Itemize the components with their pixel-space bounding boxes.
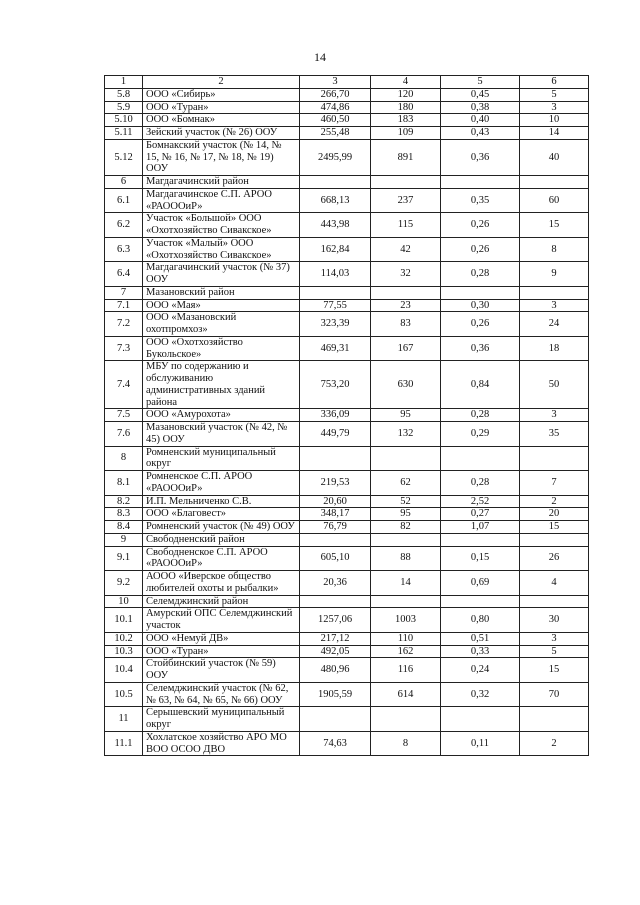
table-cell — [520, 533, 589, 546]
table-cell: 753,20 — [300, 361, 371, 409]
table-cell: 0,80 — [441, 608, 520, 633]
table-cell: Свободненское С.П. АРОО «РАОООиР» — [143, 546, 300, 571]
table-cell: 114,03 — [300, 262, 371, 287]
table-cell: 82 — [371, 521, 441, 534]
table-cell: 336,09 — [300, 409, 371, 422]
table-cell: 237 — [371, 188, 441, 213]
table-cell: Амурский ОПС Селемджинский участок — [143, 608, 300, 633]
table-cell: 449,79 — [300, 422, 371, 447]
table-cell: 219,53 — [300, 471, 371, 496]
table-cell: 2,52 — [441, 495, 520, 508]
table-cell: 120 — [371, 88, 441, 101]
table-row — [105, 707, 589, 732]
table-cell: 7 — [105, 286, 143, 299]
table-cell: 0,33 — [441, 645, 520, 658]
table-cell: 1003 — [371, 608, 441, 633]
table-cell: 15 — [520, 658, 589, 683]
table-cell: 1257,06 — [300, 608, 371, 633]
table-cell: 5 — [520, 645, 589, 658]
table-cell: 180 — [371, 101, 441, 114]
table-cell: Стойбинский участок (№ 59) ООУ — [143, 658, 300, 683]
table-cell: И.П. Мельниченко С.В. — [143, 495, 300, 508]
table-cell: 3 — [520, 409, 589, 422]
table-cell: 3 — [520, 299, 589, 312]
table-row — [105, 299, 589, 312]
table-cell: 0,11 — [441, 731, 520, 756]
table-cell: 15 — [520, 213, 589, 238]
table-cell — [300, 446, 371, 471]
table-cell: 8.3 — [105, 508, 143, 521]
table-cell: 668,13 — [300, 188, 371, 213]
table-cell: МБУ по содержанию и обслуживанию административных зданий района — [143, 361, 300, 409]
table-cell: 0,28 — [441, 262, 520, 287]
table-cell — [520, 595, 589, 608]
header-cell: 1 — [105, 76, 143, 89]
table-cell: ООО «Бомнак» — [143, 114, 300, 127]
table-cell: 0,29 — [441, 422, 520, 447]
table-cell: 0,30 — [441, 299, 520, 312]
table-cell: Свободненский район — [143, 533, 300, 546]
table-row — [105, 645, 589, 658]
table-cell: 0,69 — [441, 571, 520, 596]
table-cell: 110 — [371, 632, 441, 645]
table-cell — [300, 176, 371, 189]
table-row — [105, 188, 589, 213]
table-row — [105, 101, 589, 114]
table-cell: 74,63 — [300, 731, 371, 756]
table-cell: 8.4 — [105, 521, 143, 534]
table-cell: Ромненский участок (№ 49) ООУ — [143, 521, 300, 534]
table-cell: 1905,59 — [300, 682, 371, 707]
table-cell — [441, 707, 520, 732]
table-cell: 9.2 — [105, 571, 143, 596]
table-cell: 32 — [371, 262, 441, 287]
table-cell: 6.3 — [105, 237, 143, 262]
table-cell: 2 — [520, 731, 589, 756]
table-cell: 7.4 — [105, 361, 143, 409]
table-cell: 2495,99 — [300, 139, 371, 175]
table-cell — [520, 286, 589, 299]
table-cell: 891 — [371, 139, 441, 175]
table-cell: 15 — [520, 521, 589, 534]
table-cell: 30 — [520, 608, 589, 633]
table-row — [105, 139, 589, 175]
table-row — [105, 409, 589, 422]
table-cell: 0,28 — [441, 409, 520, 422]
table-cell: 7 — [520, 471, 589, 496]
table-row — [105, 731, 589, 756]
header-cell: 2 — [143, 76, 300, 89]
table-cell: 217,12 — [300, 632, 371, 645]
header-cell: 4 — [371, 76, 441, 89]
table-cell: 62 — [371, 471, 441, 496]
table-cell: 24 — [520, 312, 589, 337]
table-cell: Магдагачинский район — [143, 176, 300, 189]
table-cell: Участок «Малый» ООО «Охотхозяйство Сивакское» — [143, 237, 300, 262]
table-body — [105, 76, 589, 756]
table-cell — [441, 533, 520, 546]
table-cell: 162 — [371, 645, 441, 658]
table-cell — [300, 533, 371, 546]
table-row — [105, 658, 589, 683]
table-cell: ООО «Амурохота» — [143, 409, 300, 422]
table-cell: 0,15 — [441, 546, 520, 571]
table-cell: Мазановский район — [143, 286, 300, 299]
table-cell: 42 — [371, 237, 441, 262]
table-row — [105, 632, 589, 645]
table-cell: 20,36 — [300, 571, 371, 596]
table-cell: 9 — [520, 262, 589, 287]
table-row — [105, 286, 589, 299]
table-row — [105, 361, 589, 409]
table-cell: 10.1 — [105, 608, 143, 633]
table-cell: 605,10 — [300, 546, 371, 571]
table-cell: Зейский участок (№ 26) ООУ — [143, 127, 300, 140]
table-cell: 7.2 — [105, 312, 143, 337]
table-cell: 18 — [520, 336, 589, 361]
table-cell: 35 — [520, 422, 589, 447]
table-cell: 95 — [371, 409, 441, 422]
table-cell: 5.8 — [105, 88, 143, 101]
table-row — [105, 446, 589, 471]
table-row — [105, 471, 589, 496]
table-cell: 5 — [520, 88, 589, 101]
table-cell: 70 — [520, 682, 589, 707]
table-cell: 3 — [520, 632, 589, 645]
table-row — [105, 571, 589, 596]
table-cell: 469,31 — [300, 336, 371, 361]
table-cell: 109 — [371, 127, 441, 140]
table-row — [105, 422, 589, 447]
table-cell: 7.1 — [105, 299, 143, 312]
table-row — [105, 336, 589, 361]
table-cell: 10.4 — [105, 658, 143, 683]
table-cell: 83 — [371, 312, 441, 337]
table-header-row — [105, 76, 589, 89]
table-row — [105, 114, 589, 127]
table-cell — [300, 707, 371, 732]
table-cell: 95 — [371, 508, 441, 521]
table-cell: 8.1 — [105, 471, 143, 496]
table-cell — [441, 446, 520, 471]
table-cell: ООО «Мая» — [143, 299, 300, 312]
table-cell: 460,50 — [300, 114, 371, 127]
table-cell: 50 — [520, 361, 589, 409]
table-cell — [441, 286, 520, 299]
table-cell: 8 — [371, 731, 441, 756]
table-cell: 14 — [371, 571, 441, 596]
table-cell: 23 — [371, 299, 441, 312]
table-cell: 5.10 — [105, 114, 143, 127]
table-cell: 0,26 — [441, 237, 520, 262]
table-row — [105, 608, 589, 633]
table-cell: ООО «Охотхозяйство Букольское» — [143, 336, 300, 361]
table-row — [105, 508, 589, 521]
table-cell: 0,36 — [441, 336, 520, 361]
table-cell: 132 — [371, 422, 441, 447]
table-cell: 10.2 — [105, 632, 143, 645]
table-cell: 6 — [105, 176, 143, 189]
table-cell: 40 — [520, 139, 589, 175]
table-cell: 255,48 — [300, 127, 371, 140]
table-cell: 0,26 — [441, 213, 520, 238]
table-cell: 348,17 — [300, 508, 371, 521]
table-cell: Хохлатское хозяйство АРО МО ВОО ОСОО ДВО — [143, 731, 300, 756]
table-cell — [371, 533, 441, 546]
table-cell: Ромненский муниципальный округ — [143, 446, 300, 471]
table-cell: 9 — [105, 533, 143, 546]
table-cell — [371, 595, 441, 608]
table-cell: 0,84 — [441, 361, 520, 409]
table-cell: 492,05 — [300, 645, 371, 658]
table-cell: 614 — [371, 682, 441, 707]
table-cell: 7.5 — [105, 409, 143, 422]
table-cell: 0,35 — [441, 188, 520, 213]
table-cell: 5.9 — [105, 101, 143, 114]
table-cell: 1,07 — [441, 521, 520, 534]
table-cell: 474,86 — [300, 101, 371, 114]
table-row — [105, 312, 589, 337]
table-cell — [520, 446, 589, 471]
table-cell: ООО «Мазановский охотпромхоз» — [143, 312, 300, 337]
table-cell — [300, 286, 371, 299]
table-cell: 8 — [520, 237, 589, 262]
table-cell: Бомнакский участок (№ 14, № 15, № 16, № 17, № 18, № 19) ООУ — [143, 139, 300, 175]
table-cell: Магдагачинский участок (№ 37) ООУ — [143, 262, 300, 287]
header-cell: 3 — [300, 76, 371, 89]
table-cell: 10.5 — [105, 682, 143, 707]
table-cell: 5.12 — [105, 139, 143, 175]
table-cell: 116 — [371, 658, 441, 683]
table-row — [105, 176, 589, 189]
table-cell: 323,39 — [300, 312, 371, 337]
table-cell: 11 — [105, 707, 143, 732]
table-cell: 266,70 — [300, 88, 371, 101]
table-cell: 14 — [520, 127, 589, 140]
table-cell — [520, 176, 589, 189]
table-cell: 26 — [520, 546, 589, 571]
table-cell: 7.3 — [105, 336, 143, 361]
table-cell: 8 — [105, 446, 143, 471]
table-cell: 76,79 — [300, 521, 371, 534]
table-row — [105, 533, 589, 546]
table-cell: 162,84 — [300, 237, 371, 262]
table-row — [105, 546, 589, 571]
table-cell: Мазановский участок (№ 42, № 45) ООУ — [143, 422, 300, 447]
table-cell: 10 — [520, 114, 589, 127]
table-cell: 0,26 — [441, 312, 520, 337]
table-cell: ООО «Туран» — [143, 101, 300, 114]
table-cell: 3 — [520, 101, 589, 114]
table-cell: 88 — [371, 546, 441, 571]
table-cell: 8.2 — [105, 495, 143, 508]
table-row — [105, 262, 589, 287]
table-row — [105, 88, 589, 101]
table-cell: Ромненское С.П. АРОО «РАОООиР» — [143, 471, 300, 496]
table-cell: 0,36 — [441, 139, 520, 175]
table-cell — [441, 595, 520, 608]
table-cell: 20 — [520, 508, 589, 521]
table-cell: 630 — [371, 361, 441, 409]
table-row — [105, 495, 589, 508]
table-cell: ООО «Немуй ДВ» — [143, 632, 300, 645]
table-cell: 6.4 — [105, 262, 143, 287]
table-cell — [371, 286, 441, 299]
table-cell: ООО «Сибирь» — [143, 88, 300, 101]
table-cell: Селемджинский участок (№ 62, № 63, № 64, № 65, № 66) ООУ — [143, 682, 300, 707]
table-cell: 0,38 — [441, 101, 520, 114]
table-row — [105, 237, 589, 262]
table-cell: 52 — [371, 495, 441, 508]
header-cell: 5 — [441, 76, 520, 89]
table-cell: 167 — [371, 336, 441, 361]
table-cell: 9.1 — [105, 546, 143, 571]
table-cell: Магдагачинское С.П. АРОО «РАОООиР» — [143, 188, 300, 213]
table-cell — [371, 707, 441, 732]
table-cell — [371, 446, 441, 471]
table-cell: 443,98 — [300, 213, 371, 238]
table-cell: 183 — [371, 114, 441, 127]
data-table — [104, 75, 589, 756]
table-cell: 4 — [520, 571, 589, 596]
header-cell: 6 — [520, 76, 589, 89]
table-cell: 2 — [520, 495, 589, 508]
table-cell: 0,40 — [441, 114, 520, 127]
table-cell — [300, 595, 371, 608]
table-cell: Участок «Большой» ООО «Охотхозяйство Сивакское» — [143, 213, 300, 238]
table-row — [105, 213, 589, 238]
table-cell: 0,51 — [441, 632, 520, 645]
table-cell: 10.3 — [105, 645, 143, 658]
table-cell: 6.2 — [105, 213, 143, 238]
table-cell: 20,60 — [300, 495, 371, 508]
table-row — [105, 127, 589, 140]
table-cell: АООО «Иверское общество любителей охоты и рыбалки» — [143, 571, 300, 596]
table-cell — [441, 176, 520, 189]
table-cell: 11.1 — [105, 731, 143, 756]
table-cell: 60 — [520, 188, 589, 213]
table-cell: 77,55 — [300, 299, 371, 312]
table-row — [105, 682, 589, 707]
table-cell: 480,96 — [300, 658, 371, 683]
table-cell: 0,32 — [441, 682, 520, 707]
table-cell: Селемджинский район — [143, 595, 300, 608]
table-cell: 115 — [371, 213, 441, 238]
table-cell: 0,45 — [441, 88, 520, 101]
table-cell: 5.11 — [105, 127, 143, 140]
page-number: 14 — [314, 50, 326, 64]
table-cell: 6.1 — [105, 188, 143, 213]
table-cell: Серышевский муниципальный округ — [143, 707, 300, 732]
table-cell: 0,28 — [441, 471, 520, 496]
table-row — [105, 521, 589, 534]
table-cell: 0,43 — [441, 127, 520, 140]
table-cell: 10 — [105, 595, 143, 608]
table-cell: ООО «Туран» — [143, 645, 300, 658]
table-cell: ООО «Благовест» — [143, 508, 300, 521]
table-cell — [371, 176, 441, 189]
table-cell: 0,27 — [441, 508, 520, 521]
table-cell: 7.6 — [105, 422, 143, 447]
table-cell — [520, 707, 589, 732]
table-row — [105, 595, 589, 608]
table-cell: 0,24 — [441, 658, 520, 683]
